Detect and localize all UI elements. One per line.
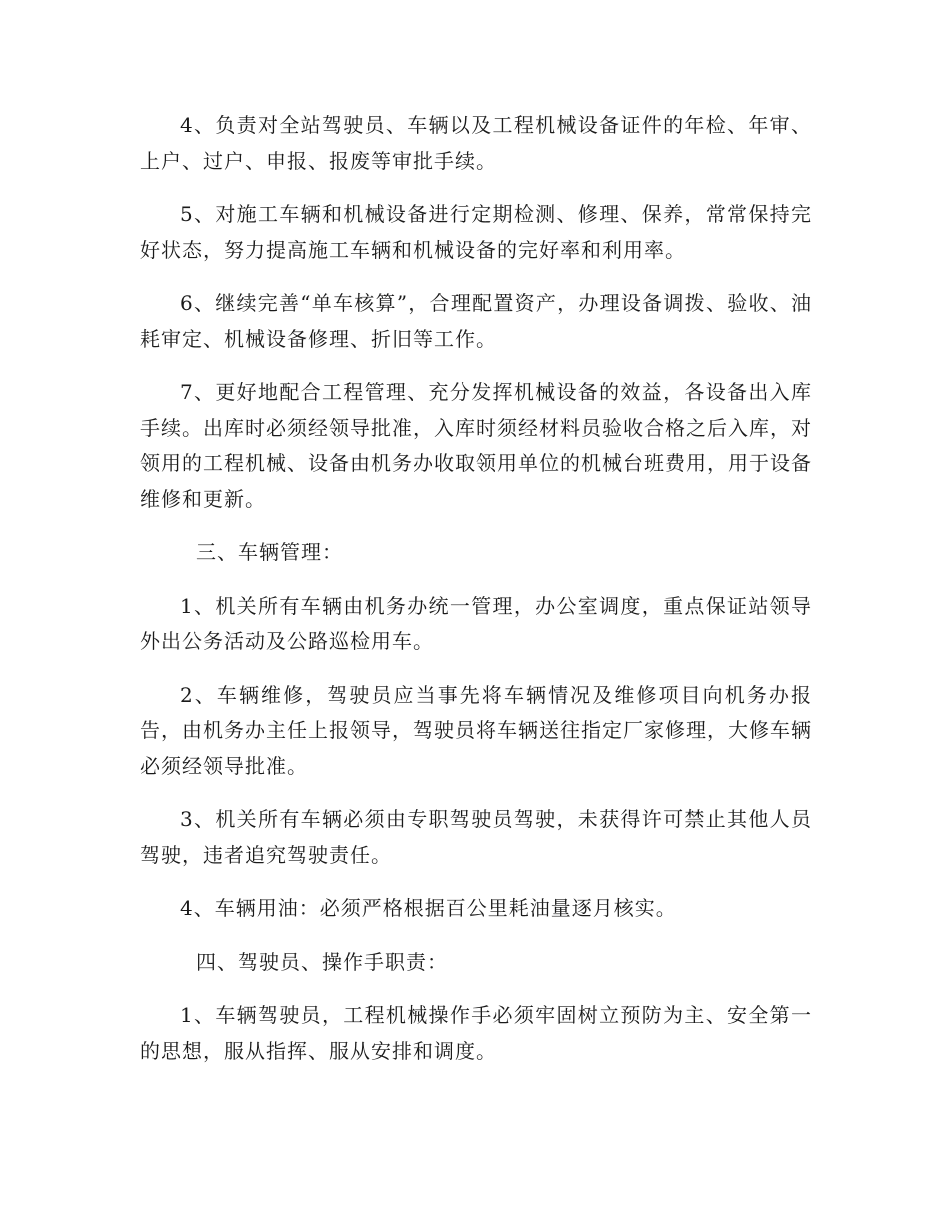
paragraph-duty-5: 5、对施工车辆和机械设备进行定期检测、修理、保养，常常保持完好状态，努力提高施工车辆和机械设备的完好率和利用率。: [140, 202, 812, 262]
paragraph-vehicle-3: 3、机关所有车辆必须由专职驾驶员驾驶，未获得许可禁止其他人员驾驶，违者追究驾驶责任。: [140, 807, 812, 867]
paragraph-driver-1: 1、车辆驾驶员，工程机械操作手必须牢固树立预防为主、安全第一的思想，服从指挥、服从安排和调度。: [140, 1003, 812, 1063]
paragraph-duty-4: 4、负责对全站驾驶员、车辆以及工程机械设备证件的年检、年审、上户、过户、申报、报废等审批手续。: [140, 113, 812, 173]
paragraph-vehicle-1: 1、机关所有车辆由机务办统一管理，办公室调度，重点保证站领导外出公务活动及公路巡检用车。: [140, 593, 812, 653]
section-heading-vehicle-management: 三、车辆管理：: [196, 540, 343, 564]
paragraph-duty-6: 6、继续完善“单车核算”，合理配置资产，办理设备调拨、验收、油耗审定、机械设备修理、折旧等工作。: [140, 291, 812, 351]
paragraph-vehicle-2: 2、车辆维修，驾驶员应当事先将车辆情况及维修项目向机务办报告，由机务办主任上报领导，驾驶员将车辆送往指定厂家修理，大修车辆必须经领导批准。: [140, 682, 812, 778]
paragraph-vehicle-4: 4、车辆用油：必须严格根据百公里耗油量逐月核实。: [180, 896, 677, 920]
section-heading-driver-duties: 四、驾驶员、操作手职责：: [196, 949, 448, 974]
paragraph-duty-7: 7、更好地配合工程管理、充分发挥机械设备的效益，各设备出入库手续。出库时必须经领导批准，入库时须经材料员验收合格之后入库，对领用的工程机械、设备由机务办收取领用单位的机械台班费用，用于设备维修和更新。: [140, 380, 812, 511]
document-body: [140, 108, 812, 1087]
